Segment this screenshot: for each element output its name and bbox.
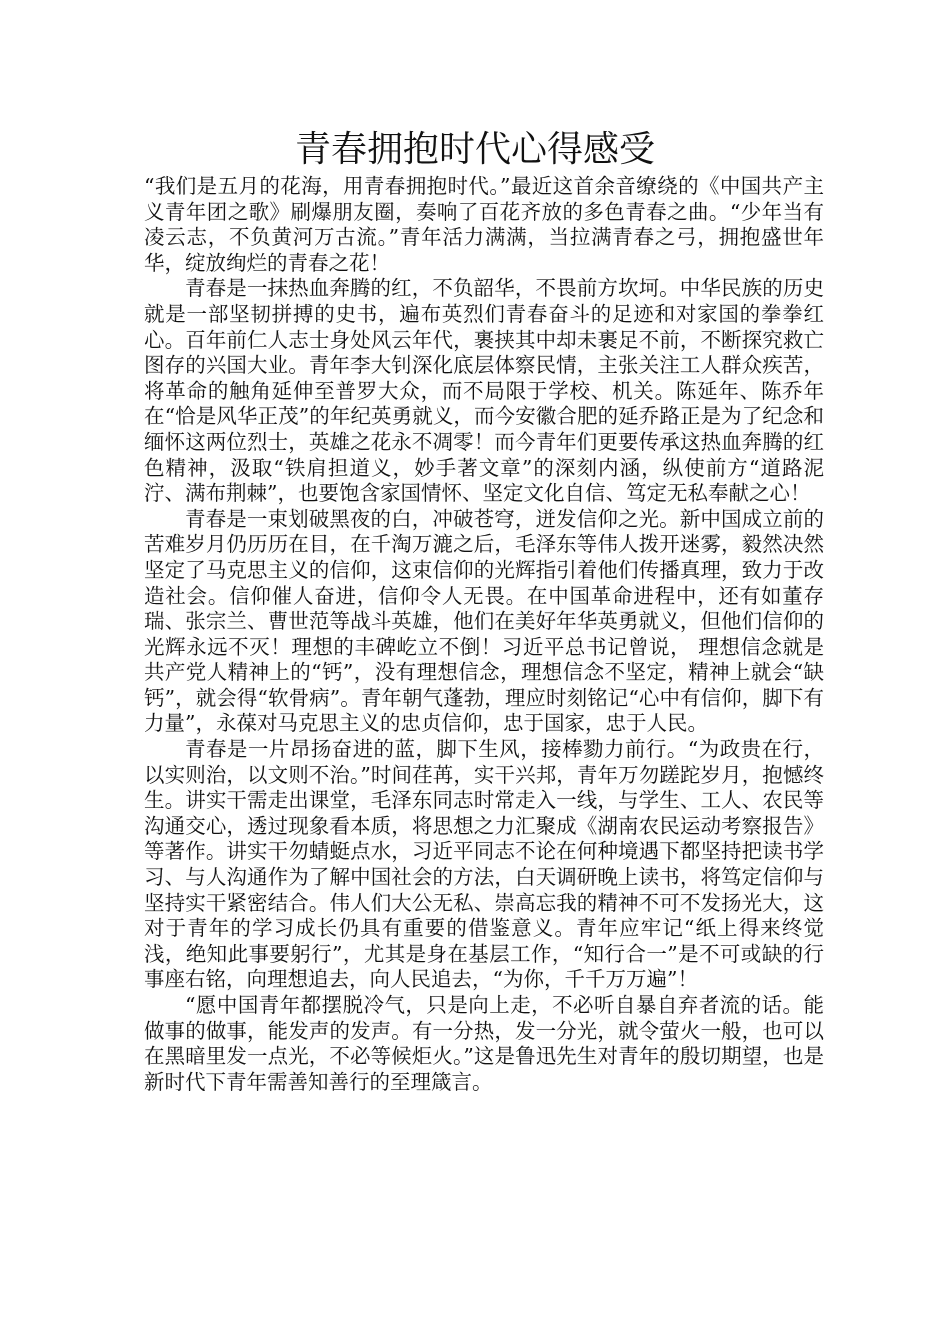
document-body <box>144 174 824 1095</box>
paragraph-lu-xun-quote: “愿中国青年都摆脱冷气，只是向上走，不必听自暴自弃者流的话。能做事的做事，能发声的发声。有一分热，发一分光，就令萤火一般，也可以在黑暗里发一点光，不必等候炬火。”这是鲁迅先生对青年的殷切期望，也是新时代下青年需善知善行的至理箴言。 <box>144 993 824 1094</box>
paragraph-intro: “我们是五月的花海，用青春拥抱时代。”最近这首余音缭绕的《中国共产主义青年团之歌》刷爆朋友圈，奏响了百花齐放的多色青春之曲。“少年当有凌云志，不负黄河万古流。”青年活力满满，当拉满青春之弓，拥抱盛世年华，绽放绚烂的青春之花！ <box>144 174 824 275</box>
paragraph-blue: 青春是一片昂扬奋进的蓝，脚下生风，接棒勠力前行。“为政贵在行，以实则治，以文则不治。”时间荏苒，实干兴邦，青年万勿蹉跎岁月，抱憾终生。讲实干需走出课堂，毛泽东同志时常走入一线，与学生、工人、农民等沟通交心，透过现象看本质，将思想之力汇聚成《湖南农民运动考察报告》等著作。讲实干勿蜻蜓点水，习近平同志不论在何种境遇下都坚持把读书学习、与人沟通作为了解中国社会的方法，白天调研晚上读书，将笃定信仰与坚持实干紧密结合。伟人们大公无私、崇高忘我的精神不可不发扬光大，这对于青年的学习成长仍具有重要的借鉴意义。青年应牢记“纸上得来终觉浅，绝知此事要躬行”，尤其是身在基层工作，“知行合一”是不可或缺的行事座右铭，向理想追去，向人民追去，“为你，千千万万遍”！ <box>144 737 824 992</box>
paragraph-red: 青春是一抹热血奔腾的红，不负韶华，不畏前方坎坷。中华民族的历史就是一部坚韧拼搏的史书，遍布英烈们青春奋斗的足迹和对家国的拳拳红心。百年前仁人志士身处风云年代，裹挟其中却未裹足不前，不断探究救亡图存的兴国大业。青年李大钊深化底层体察民情，主张关注工人群众疾苦，将革命的触角延伸至普罗大众，而不局限于学校、机关。陈延年、陈乔年在“恰是风华正茂”的年纪英勇就义，而今安徽合肥的延乔路正是为了纪念和缅怀这两位烈士，英雄之花永不凋零！而今青年们更要传承这热血奔腾的红色精神，汲取“铁肩担道义，妙手著文章”的深刻内涵，纵使前方“道路泥泞、满布荆棘”，也要饱含家国情怀、坚定文化自信、笃定无私奉献之心！ <box>144 276 824 506</box>
document-title: 青春拥抱时代心得感受 <box>294 129 655 170</box>
paragraph-white: 青春是一束划破黑夜的白，冲破苍穹，迸发信仰之光。新中国成立前的苦难岁月仍历历在目，在千淘万漉之后，毛泽东等伟人拨开迷雾，毅然决然坚定了马克思主义的信仰，这束信仰的光辉指引着他们传播真理，致力于改造社会。信仰催人奋进，信仰令人无畏。在中国革命进程中，还有如董存瑞、张宗兰、曹世范等战斗英雄，他们在美好年华英勇就义，但他们信仰的光辉永远不灭！理想的丰碑屹立不倒！习近平总书记曾说， 理想信念就是共产党人精神上的“钙”，没有理想信念，理想信念不坚定，精神上就会“缺钙”，就会得“软骨病”。青年朝气蓬勃，理应时刻铭记“心中有信仰，脚下有力量”，永葆对马克思主义的忠贞信仰，忠于国家，忠于人民。 <box>144 506 824 736</box>
